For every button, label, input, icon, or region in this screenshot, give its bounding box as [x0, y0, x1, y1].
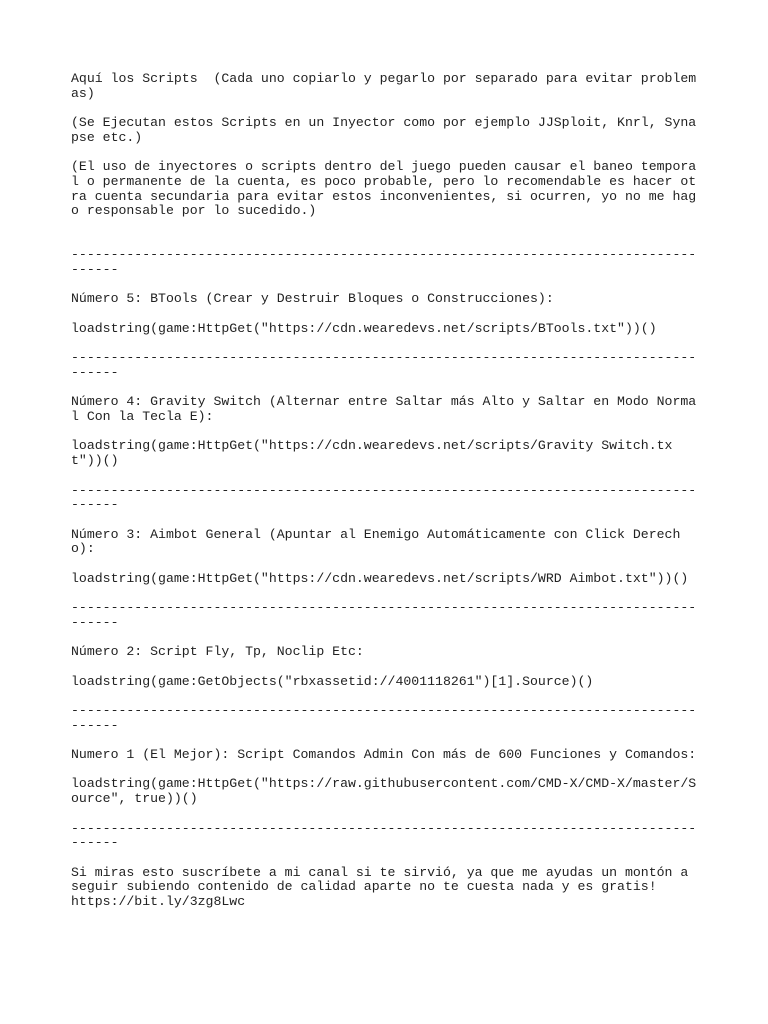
script-heading: Número 2: Script Fly, Tp, Noclip Etc: [71, 644, 364, 660]
script-code[interactable]: loadstring(game:HttpGet("https://cdn.wearedevs.net/scripts/WRD Aimbot.txt"))() [71, 570, 689, 586]
document-page [71, 72, 701, 924]
script-code[interactable]: loadstring(game:HttpGet("https://cdn.wearedevs.net/scripts/BTools.txt"))() [71, 320, 657, 336]
separator-line: ------------------------------------------------------------------------------------- [71, 350, 697, 380]
script-heading: Numero 1 (El Mejor): Script Comandos Admin Con más de 600 Funciones y Comandos: [71, 747, 697, 763]
script-code[interactable]: loadstring(game:GetObjects("rbxassetid://4001118261")[1].Source)() [71, 673, 594, 689]
channel-link[interactable]: https://bit.ly/3zg8Lwc [71, 894, 246, 910]
footer-text: Si miras esto suscríbete a mi canal si te sirvió, ya que me ayudas un montón a seguir subiendo contenido de calidad aparte no te cuesta nada y es gratis! [71, 864, 697, 895]
script-code[interactable]: loadstring(game:HttpGet("https://cdn.wearedevs.net/scripts/Gravity Switch.txt"))() [71, 438, 673, 469]
script-code[interactable]: loadstring(game:HttpGet("https://raw.githubusercontent.com/CMD-X/CMD-X/master/Source", true))() [71, 776, 697, 807]
script-heading: Número 4: Gravity Switch (Alternar entre Saltar más Alto y Saltar en Modo Normal Con la Tecla E): [71, 394, 697, 425]
separator-line: ------------------------------------------------------------------------------------- [71, 702, 697, 733]
separator-line: ------------------------------------------------------------------------------------- [71, 820, 697, 851]
ban-warning: (El uso de inyectores o scripts dentro del juego pueden causar el baneo temporal o permanente de la cuenta, es poco probable, pero lo recomendable es hacer otra cuenta secundaria para evitar estos inconvenientes, si ocurren, yo no me hago responsable por lo sucedido.) [71, 159, 697, 219]
separator-line: ------------------------------------------------------------------------------------- [71, 600, 697, 630]
separator-line: ------------------------------------------------------------------------------------- [71, 247, 697, 278]
script-heading: Número 5: BTools (Crear y Destruir Bloques o Construcciones): [71, 291, 554, 307]
script-heading: Número 3: Aimbot General (Apuntar al Enemigo Automáticamente con Click Derecho): [71, 526, 681, 557]
executor-note: (Se Ejecutan estos Scripts en un Inyector como por ejemplo JJSploit, Knrl, Synapse etc.) [71, 115, 697, 145]
separator-line: ------------------------------------------------------------------------------------- [71, 482, 697, 513]
intro-title: Aquí los Scripts (Cada uno copiarlo y pegarlo por separado para evitar problemas) [71, 71, 697, 101]
footer-message [71, 866, 701, 910]
spacer [71, 234, 701, 249]
